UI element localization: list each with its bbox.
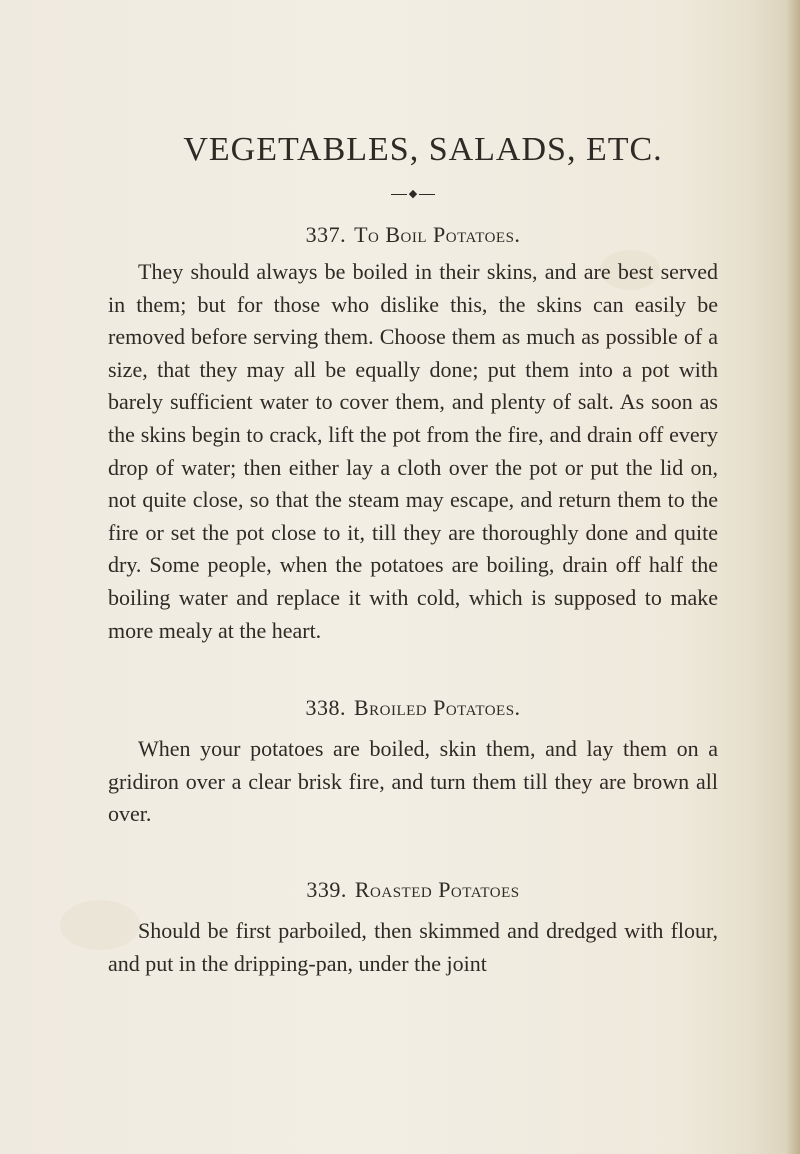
chapter-title: VEGETABLES, SALADS, ETC. — [183, 131, 663, 168]
recipe-338 — [108, 693, 718, 831]
diamond-ornament-icon: ◆ — [408, 188, 418, 201]
section-ornament — [108, 186, 718, 200]
recipe-339 — [108, 875, 718, 980]
recipe-number: 337. — [305, 222, 347, 247]
recipe-337 — [108, 220, 718, 647]
recipe-title: To Boil Potatoes. — [354, 222, 521, 247]
recipe-heading — [108, 220, 718, 250]
recipe-heading — [108, 693, 718, 723]
recipe-body: Should be first parboiled, then skimmed and dredged with flour, and put in the dripping-pan, under the joint — [108, 917, 718, 976]
recipe-title: Broiled Potatoes. — [353, 695, 521, 721]
recipe-body: They should always be boiled in their skins, and are best served in them; but for those who dislike this, the skins can easily be removed before serving them. Choose them as much as possible of a size, that they may all be equally done; put them into a pot with barely sufficient water to cover them, and plenty of salt. As soon as the skins begin to crack, lift the pot from the fire, and drain off every drop of water; then either lay a cloth over the pot or put the lid on, not quite close, so that the steam may escape, and return them to the fire or set the pot close to it, till they are thoroughly done and quite dry. Some people, when the potatoes are boiling, drain off half the boiling water and replace it with cold, which is supposed to make more mealy at the heart. — [108, 259, 718, 643]
recipe-heading — [108, 875, 718, 905]
page-edge-shadow — [786, 0, 800, 1154]
ornament-line-left — [391, 194, 407, 195]
recipe-number: 339. — [306, 876, 347, 902]
recipe-number: 338. — [305, 695, 346, 721]
ornament-line-right — [419, 194, 435, 195]
recipe-body: When your potatoes are boiled, skin them, and lay them on a gridiron over a clear brisk fire, and turn them till they are brown all over. — [108, 736, 718, 827]
page-content — [108, 128, 718, 980]
recipe-title: Roasted Potatoes — [354, 876, 520, 902]
